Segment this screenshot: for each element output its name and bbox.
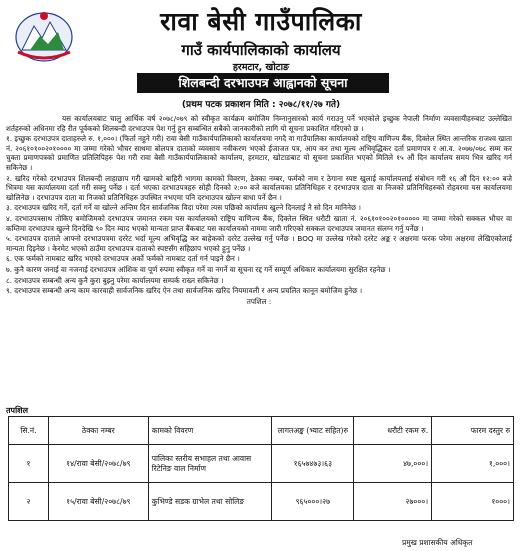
col-header-deposit: धरौटी रकम रु. (354, 417, 432, 445)
cell-cost: १६५७४७३।६३ (272, 445, 354, 483)
municipality-title: रावा बेसी गाउँपालिका (160, 7, 362, 36)
clause-9: ९. दरभाउपत्र सम्बन्धी अन्य काम कारवाही सार्वजनिक खरिद ऐन तथा सार्वजनिक खरिद नियमावली र अन्य प्रचलित कानून बमोजिम हुनेछ । (6, 286, 363, 296)
office-title: गाउँ कार्यपालिकाको कार्यालय (181, 41, 341, 59)
clause-7: ७. कुनै कारण जनाई वा नजनाई दरभाउपत्र आंशिक वा पूर्ण रुपमा स्वीकृत गर्ने वा नगर्ने वा सूचना रद्द गर्ने सम्पूर्ण अधिकार कार्यालयमा सुरक्षित रहनेछ । (6, 264, 391, 274)
col-header-form-fee: फारम दस्तुर रु (432, 417, 514, 445)
notice-body (6, 114, 512, 307)
cell-contract-no: १४/रावा बेसी/२०७८/७९ (48, 445, 148, 483)
clause-2: २. खरिद गरेको दरभाउपत्र शिलबन्दी लाहाछाप गरी खामको बाहिरी भागमा कामको विवरण, ठेक्का नम्बर, फर्मको नाम र ठेगाना स्पष्ट खुलाई कार्यालयलाई संबोधन गरी १६ औं दिन १२:०० बजे भित्रमा यस कार्यालयमा दर्ता गरी सक्नु पर्नेछ । दर्ता भएका दरभाउपत्रहरु सोही दिनको २:०० बजे कार्यालयका प्रतिनिधिहरु र दरभाउपत्र दाता वा निजको प्रतिनिधिहरुको रोहवरमा यस कार्यालयमा खोलिनेछ । दरभाउपत्र दाता वा निजको प्रतिनिधिहरु उपस्थित नभएमा पनि दरभाउपत्र खोल्न बाधा पर्ने छैन । (6, 173, 512, 202)
cell-cost: ९६५०००।२७ (272, 483, 354, 521)
col-header-serial: सि.नं. (9, 417, 49, 445)
table-row (9, 483, 514, 521)
clause-8: ८. दरभाउपत्र सम्बन्धी अन्य कुनै कुरा बुझ्नु परेमा कार्यालयमा सम्पर्क राख्न सकिनेछ । (6, 275, 224, 285)
table-row (9, 445, 514, 483)
tapshil-label: तपशिल (6, 406, 29, 415)
clause-3: ३. दरभाउपत्र खरिद गर्ने, दर्ता गर्ने वा खोल्ने अन्तिम दिन सार्वजनिक विदा परेमा त्यस पछिको कार्यालय खुल्ने दिनलाई नै सो दिन मानिनेछ । (6, 203, 361, 213)
clause-1: १. इच्छुक दरभाउपत्र दाताहरुले रु. १,०००। (फिर्ता नहुने गरी) रावा बेसी गाउँकार्यपालिकाको कार्यालयमा नगदै वा गाउँपालिका कार्यालयको राष्ट्रिय वाणिज्य बैंक, दिक्तेल स्थित आन्तरिक राजश्व खाता नं. २०६१०१००२०१०००० मा जम्मा गरेको भौचर साथमा बोलपत्र दाताको व्यवसाय नवीकरण भएको ईजाजत पत्र, आय कर तथा मूल्य अभिवृद्धिकर दर्ता प्रमाणपत्र र आ.व. २०७७/०७८ सम्म कर चुक्ता प्रमाणपत्रको प्रमाणित प्रतिलिपिहरु पेश गरी रावा बेसी गाउँकार्यपालिकाको कार्यालय, हरमटार, खोटाङबाट यो सूचना प्रकाशित भएको मितिले १५ औं दिन कार्यालय समय भित्र खरिद गर्न सकिनेछ । (6, 134, 512, 172)
cell-contract-no: १५/रावा बेसी/२०७८/७९ (48, 483, 148, 521)
office-address: हरमटार, खोटाङ (232, 62, 290, 73)
first-publish-date: (प्रथम पटक प्रकाशन मिति : २०७८/११/२७ गते) (181, 100, 341, 110)
cell-description: कुभिण्डे सडक ग्राभेल तथा सोलिङ (148, 483, 272, 521)
cell-serial: १ (9, 445, 49, 483)
tapshil-heading: तपशिल : (246, 296, 272, 306)
table-header-row (9, 417, 514, 445)
contract-table (8, 416, 514, 521)
notice-title-banner: शिलबन्दी दरभाउपत्र आह्वानको सूचना (137, 73, 389, 93)
col-header-description: कामको विवरण (148, 417, 272, 445)
cell-deposit: ४७,०००। (354, 445, 432, 483)
col-header-contract-no: ठेक्का नम्बर (48, 417, 148, 445)
cell-form-fee: १,०००। (432, 445, 514, 483)
cell-description: पालिका स्तरीय सभाहल तथा आवास रिटेनिङ वाल निर्माण (148, 445, 272, 483)
cell-deposit: २७०००। (354, 483, 432, 521)
notice-header (0, 0, 522, 118)
clause-6: ६. एक फर्मको नामबाट खरिद भएको दरभाउपत्र अर्को फर्मको नामबाट दर्ता गर्न पाइने छैन । (6, 254, 240, 264)
cell-serial: २ (9, 483, 49, 521)
intro-paragraph: यस कार्यालयबाट चालु आर्थिक वर्ष २०७८/०७९ को स्वीकृत कार्यक्रम बमोजिम निम्नानुसारको कार्य गराउनु पर्ने भएकोले इच्छुक नेपाली निर्माण व्यवसायीहरुबाट उल्लेखित शर्तहरुको अधिनमा रहि रीत पूर्वकको शिलबन्दी दरभाउपत्र पेश गर्नु हुन सम्बन्धित सबैको जानकारीको लागि यो सूचना प्रकाशित गरिएको छ । (6, 114, 512, 133)
col-header-cost: लागतअङ्क (भ्याट सहित)रु (272, 417, 354, 445)
clause-5: ५. दरभाउपत्र दाताले आफ्नो दरभाउपत्रमा दररेट भर्दा मूल्य अभिवृद्धि कर बाहेकको दररेट उल्लेख गर्नु पर्नेछ । BOQ मा उल्लेख गरेको दररेट अङ्क र अक्षरमा फरक परेमा अक्षरमा लेखिएकोलाई मान्यता दिइनेछ । केरमेट भएको ठाउँमा दरभाउपत्र दाताको स्पष्टसँग सहिछाप भएको हुनु पर्नेछ । (6, 234, 512, 253)
clause-4: ४. दरभाउपत्रसाथ तोकिए बमोजिमको दरभाउपत्र जमानत रकम यस कार्यालयको राष्ट्रिय वाणिज्य बैंक, दिक्तेल स्थित धरौटी खाता नं. २०६१०१००२०१००००० मा जम्मा गरेको सक्कल भौचर वा कम्तिमा दरभाउपत्र खुल्ने दिनदेखि ९० दिन म्याद भएको मान्यता प्राप्त बैंकबाट यस कार्यालयको नाममा जारी गरिएको सक्कल दरभाउपत्र जमानत संलग्न गर्नु पर्नेछ । (6, 213, 512, 233)
cell-form-fee: १०००। (432, 483, 514, 521)
signatory-title: प्रमुख प्रशासकीय अधिकृत (402, 538, 473, 547)
